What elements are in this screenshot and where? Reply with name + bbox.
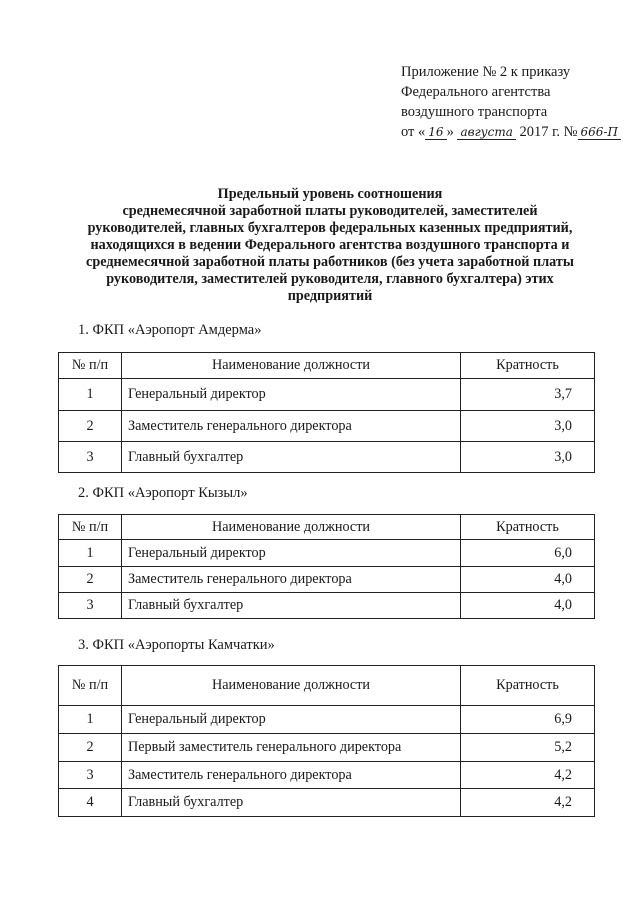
document-title: [40, 186, 620, 305]
appendix-block: [401, 62, 621, 142]
cell-num: 3: [59, 593, 122, 619]
col-num-header: № п/п: [59, 515, 122, 540]
date-day: 16: [425, 125, 446, 140]
cell-ratio: 5,2: [461, 734, 595, 762]
cell-ratio: 3,0: [461, 442, 595, 473]
cell-position: Заместитель генерального директора: [122, 762, 461, 789]
table-row: [59, 734, 595, 762]
cell-position: Первый заместитель генерального директора: [122, 734, 461, 762]
cell-ratio: 4,0: [461, 593, 595, 619]
cell-num: 1: [59, 540, 122, 567]
cell-ratio: 3,7: [461, 379, 595, 411]
cell-num: 2: [59, 567, 122, 593]
col-num-header: № п/п: [59, 353, 122, 379]
cell-ratio: 6,0: [461, 540, 595, 567]
cell-position: Генеральный директор: [122, 379, 461, 411]
table-header-row: [59, 515, 595, 540]
appendix-line: Федерального агентства: [401, 84, 551, 100]
cell-position: Главный бухгалтер: [122, 593, 461, 619]
cell-position: Генеральный директор: [122, 706, 461, 734]
cell-position: Генеральный директор: [122, 540, 461, 567]
title-line: руководителя, заместителей руководителя, главного бухгалтера) этих: [106, 271, 554, 287]
table-row: [59, 379, 595, 411]
positions-table: [58, 352, 595, 473]
date-prefix: от «: [401, 124, 426, 140]
positions-table: [58, 665, 595, 817]
title-line: среднемесячной заработной платы работников (без учета заработной платы: [86, 254, 574, 270]
table-row: [59, 593, 595, 619]
cell-num: 3: [59, 442, 122, 473]
section-heading: 3. ФКП «Аэропорты Камчатки»: [78, 637, 275, 653]
appendix-line: Приложение № 2 к приказу: [401, 64, 571, 80]
col-ratio-header: Кратность: [461, 666, 595, 706]
table-row: [59, 762, 595, 789]
appendix-date-line: [401, 122, 621, 142]
table-row: [59, 411, 595, 442]
cell-position: Заместитель генерального директора: [122, 567, 461, 593]
cell-position: Заместитель генерального директора: [122, 411, 461, 442]
date-sep: »: [446, 124, 454, 140]
table-row: [59, 789, 595, 817]
section-heading: 2. ФКП «Аэропорт Кызыл»: [78, 485, 248, 501]
col-ratio-header: Кратность: [461, 515, 595, 540]
cell-num: 1: [59, 706, 122, 734]
order-number: 666-П: [578, 125, 621, 140]
cell-num: 2: [59, 734, 122, 762]
cell-ratio: 6,9: [461, 706, 595, 734]
cell-position: Главный бухгалтер: [122, 789, 461, 817]
cell-num: 4: [59, 789, 122, 817]
cell-ratio: 4,2: [461, 789, 595, 817]
section-heading: 1. ФКП «Аэропорт Амдерма»: [78, 322, 262, 338]
title-line: среднемесячной заработной платы руководителей, заместителей: [122, 203, 538, 219]
cell-ratio: 4,0: [461, 567, 595, 593]
table-row: [59, 567, 595, 593]
table-row: [59, 540, 595, 567]
date-year: 2017 г. №: [519, 124, 578, 140]
title-line: руководителей, главных бухгалтеров федеральных казенных предприятий,: [87, 220, 573, 236]
cell-num: 1: [59, 379, 122, 411]
cell-ratio: 3,0: [461, 411, 595, 442]
cell-num: 3: [59, 762, 122, 789]
table-header-row: [59, 353, 595, 379]
col-ratio-header: Кратность: [461, 353, 595, 379]
cell-ratio: 4,2: [461, 762, 595, 789]
title-line: Предельный уровень соотношения: [217, 186, 443, 202]
date-month: августа: [457, 125, 515, 140]
cell-num: 2: [59, 411, 122, 442]
table-row: [59, 706, 595, 734]
col-num-header: № п/п: [59, 666, 122, 706]
positions-table: [58, 514, 595, 619]
col-name-header: Наименование должности: [122, 666, 461, 706]
col-name-header: Наименование должности: [122, 515, 461, 540]
table-row: [59, 442, 595, 473]
appendix-line: воздушного транспорта: [401, 104, 548, 120]
title-line: находящихся в ведении Федерального агентства воздушного транспорта и: [90, 237, 570, 253]
col-name-header: Наименование должности: [122, 353, 461, 379]
cell-position: Главный бухгалтер: [122, 442, 461, 473]
table-header-row: [59, 666, 595, 706]
title-line: предприятий: [287, 288, 373, 304]
